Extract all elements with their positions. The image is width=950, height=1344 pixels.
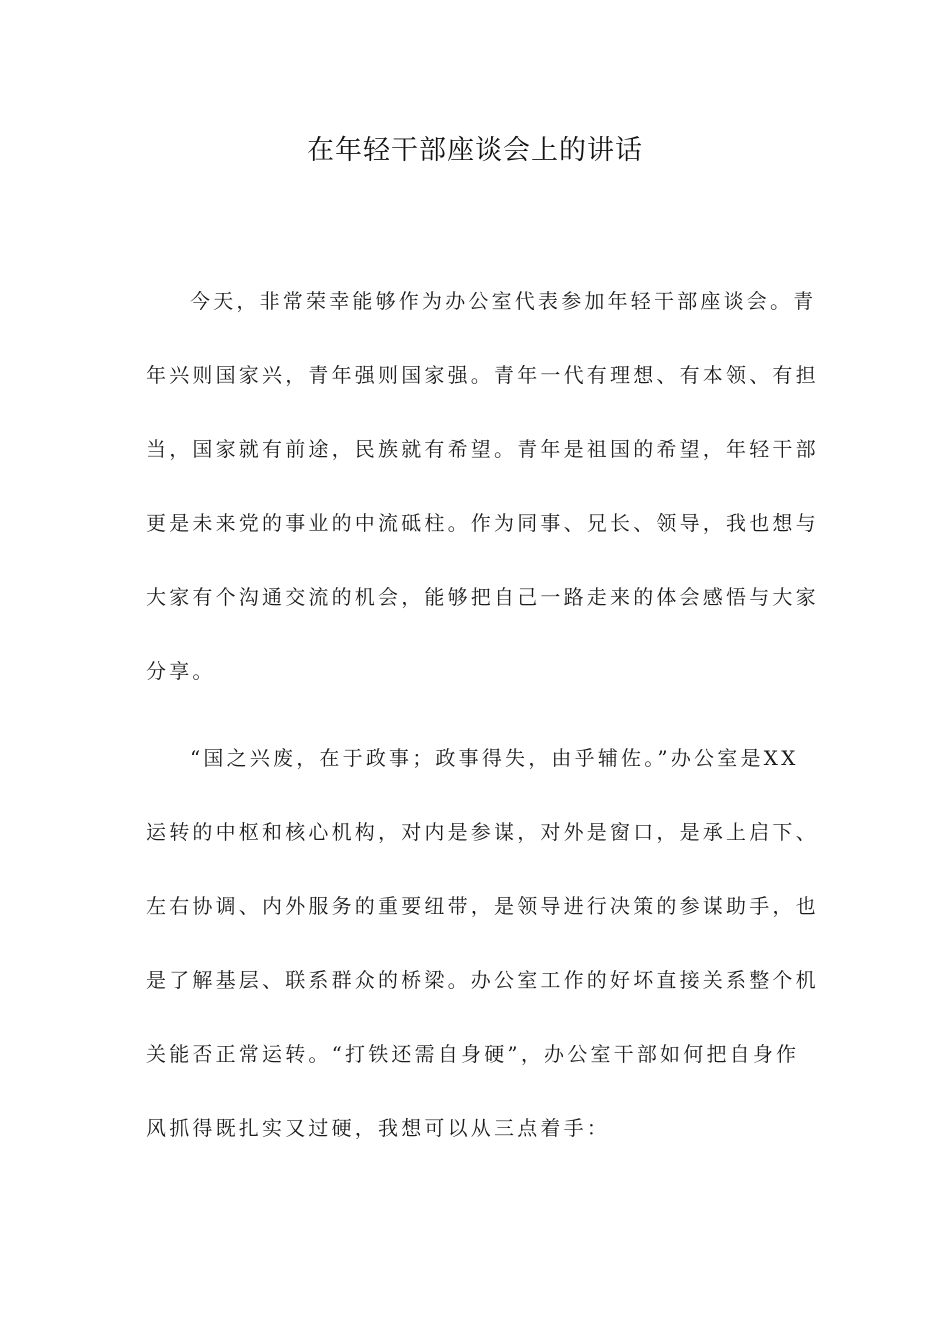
paragraph-1 (146, 264, 819, 708)
paragraph-line: 更是未来党的事业的中流砥柱。作为同事、兄长、领导，我也想与 (146, 511, 819, 535)
paragraph-2 (146, 721, 819, 1165)
document-title: 在年轻干部座谈会上的讲话 (307, 135, 643, 166)
paragraph-line: 左右协调、内外服务的重要纽带，是领导进行决策的参谋助手，也 (146, 894, 819, 918)
paragraph-line: 风抓得既扎实又过硬，我想可以从三点着手： (146, 1116, 610, 1140)
paragraph-line: 年兴则国家兴，青年强则国家强。青年一代有理想、有本领、有担 (146, 363, 819, 387)
paragraph-line: 关能否正常运转。“打铁还需自身硬”，办公室干部如何把自身作 (146, 1042, 800, 1066)
paragraph-line: 大家有个沟通交流的机会，能够把自己一路走来的体会感悟与大家 (146, 585, 819, 609)
paragraph-line: 运转的中枢和核心机构，对内是参谋，对外是窗口，是承上启下、 (146, 820, 819, 844)
paragraph-line: 是了解基层、联系群众的桥梁。办公室工作的好坏直接关系整个机 (146, 968, 819, 992)
paragraph-line: “国之兴废，在于政事；政事得失，由乎辅佐。”办公室是XX (190, 746, 799, 770)
paragraph-line: 当，国家就有前途，民族就有希望。青年是祖国的希望，年轻干部 (146, 437, 819, 461)
paragraph-line: 分享。 (146, 659, 216, 683)
paragraph-line: 今天，非常荣幸能够作为办公室代表参加年轻干部座谈会。青 (190, 289, 817, 313)
